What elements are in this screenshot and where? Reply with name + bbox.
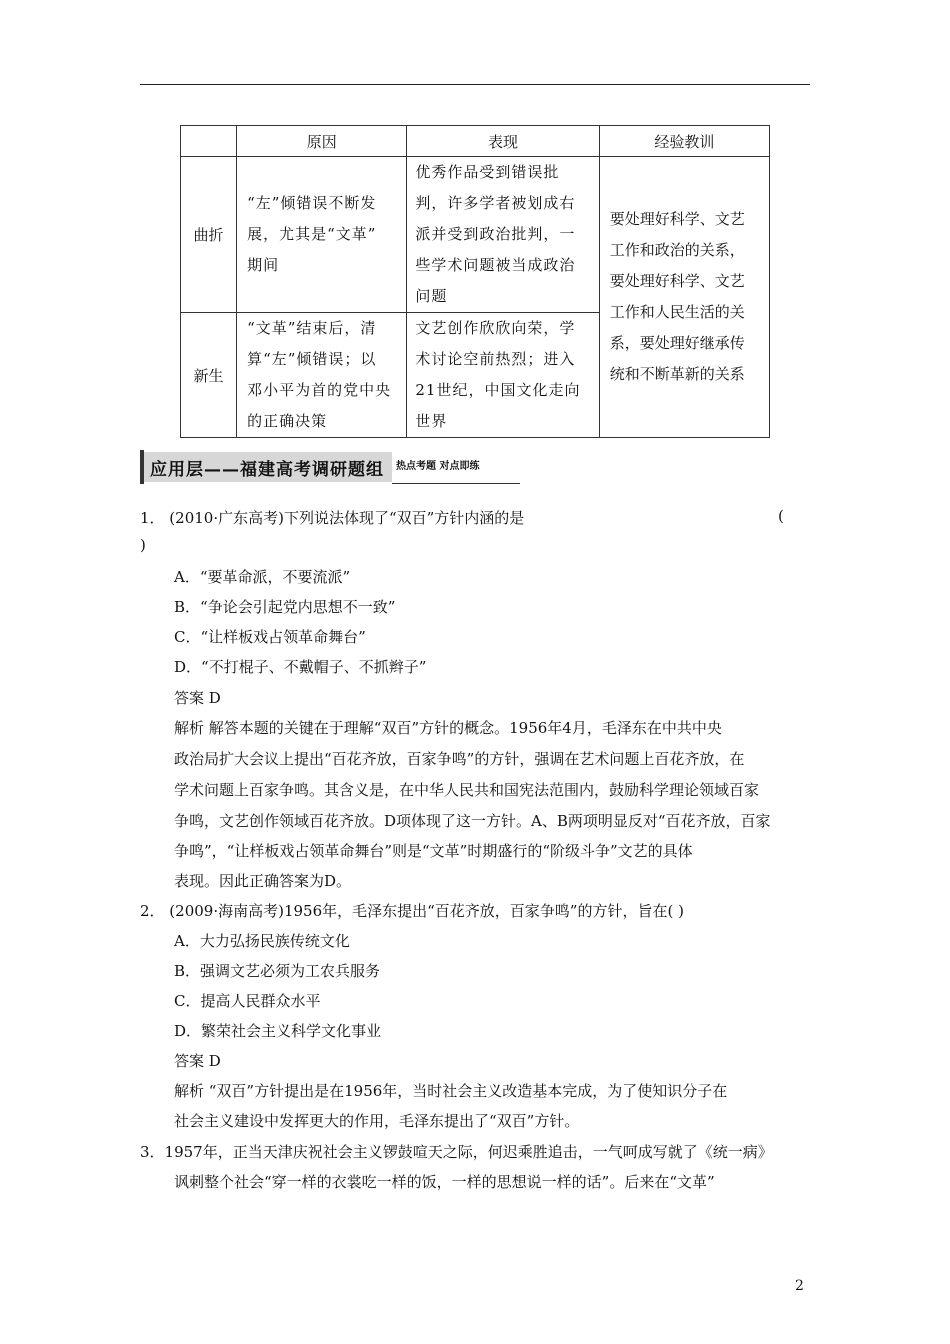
table-header-cell: 表现	[407, 126, 599, 157]
table-header-cell: 原因	[237, 126, 407, 157]
cell-line: 问题	[415, 287, 448, 305]
question-3-line: 讽刺整个社会“穿一样的衣裳吃一样的饭，一样的思想说一样的话”。后来在“文革”	[174, 1173, 715, 1191]
question-1-option-c: C．“让样板戏占领革命舞台”	[174, 628, 366, 646]
question-1-analysis-line: 学术问题上百家争鸣。其含义是，在中华人民共和国宪法范围内，鼓励科学理论领域百家	[174, 781, 760, 799]
question-1-option-a: A．“要革命派，不要流派”	[174, 568, 351, 586]
question-1-option-d: D．“不打棍子、不戴帽子、不抓辫子”	[174, 658, 427, 676]
cell-line: 判，许多学者被划成右	[415, 194, 576, 212]
cell-line: 邓小平为首的党中央	[247, 381, 392, 399]
question-1-paren-open: (	[778, 507, 784, 525]
table-row	[181, 157, 770, 313]
section-banner	[140, 450, 520, 484]
lesson-cell	[599, 157, 769, 438]
cell-line: 世界	[415, 412, 448, 430]
cell-line: 系，要处理好继承传	[609, 334, 745, 352]
cell-line: 要处理好科学、文艺	[609, 210, 745, 228]
row-label: 曲折	[181, 157, 237, 313]
question-1-paren-close: )	[140, 536, 146, 554]
question-1-analysis-line: 政治局扩大会议上提出“百花齐放，百家争鸣”的方针，强调在艺术问题上百花齐放，在	[174, 750, 745, 768]
question-2-option-c: C．提高人民群众水平	[174, 992, 321, 1010]
cause-cell	[237, 313, 407, 438]
table-header-cell	[181, 126, 237, 157]
question-1-analysis-line: 表现。因此正确答案为D。	[174, 872, 352, 890]
show-cell	[407, 313, 599, 438]
cell-line: 展，尤其是“文革”	[247, 225, 377, 243]
cell-line: 的正确决策	[247, 412, 328, 430]
row-label: 新生	[181, 313, 237, 438]
question-2-option-a: A．大力弘扬民族传统文化	[174, 932, 350, 950]
question-2-analysis-line: 解析 “双百”方针提出是在1956年，当时社会主义改造基本完成，为了使知识分子在	[174, 1082, 728, 1100]
cell-line: 统和不断革新的关系	[609, 365, 745, 383]
cell-line: “文革”结束后，清	[247, 319, 377, 337]
summary-table	[180, 125, 770, 438]
section-title: 应用层——福建高考调研题组	[150, 460, 384, 480]
cell-line: 工作和政治的关系，	[609, 241, 745, 259]
question-1-answer: 答案 D	[174, 689, 221, 707]
banner-underline	[392, 483, 520, 484]
question-1-analysis-line: 争鸣”，“让样板戏占领革命舞台”则是“文革”时期盛行的“阶级斗争”文艺的具体	[174, 842, 693, 860]
cell-line: 期间	[247, 256, 280, 274]
question-1-analysis-line: 解析 解答本题的关键在于理解“双百”方针的概念。1956年4月，毛泽东在中共中央	[174, 719, 722, 737]
question-1-option-b: B．“争论会引起党内思想不一致”	[174, 598, 396, 616]
question-2-analysis-line: 社会主义建设中发挥更大的作用，毛泽东提出了“双百”方针。	[174, 1112, 580, 1130]
cell-line: 优秀作品受到错误批	[415, 163, 560, 181]
question-2-stem: 2． (2009·海南高考)1956年，毛泽东提出“百花齐放，百家争鸣”的方针，旨在( )	[140, 902, 684, 920]
question-2-option-b: B．强调文艺必须为工农兵服务	[174, 962, 381, 980]
cell-line: 21世纪，中国文化走向	[415, 381, 581, 399]
cell-line: “左”倾错误不断发	[247, 194, 377, 212]
question-1-analysis-line: 争鸣，文艺创作领域百花齐放。D项体现了这一方针。A、B两项明显反对“百花齐放，百家	[174, 812, 771, 830]
cell-line: 工作和人民生活的关	[609, 303, 745, 321]
question-2-answer: 答案 D	[174, 1052, 221, 1070]
page-number: 2	[795, 1278, 804, 1294]
cell-line: 文艺创作欣欣向荣，学	[415, 319, 576, 337]
cell-line: 术讨论空前热烈；进入	[415, 350, 576, 368]
cell-line: 些学术问题被当成政治	[415, 256, 576, 274]
cause-cell	[237, 157, 407, 313]
question-3-line: 3．1957年，正当天津庆祝社会主义锣鼓喧天之际，何迟乘胜追击，一气呵成写就了《统一病》	[140, 1143, 773, 1161]
show-cell	[407, 157, 599, 313]
cell-line: 要处理好科学、文艺	[609, 272, 745, 290]
question-1-stem: 1． (2010·广东高考)下列说法体现了“双百”方针内涵的是	[140, 509, 525, 527]
cell-line: 派并受到政治批判，一	[415, 225, 576, 243]
table-header-cell: 经验教训	[599, 126, 769, 157]
section-subtitle: 热点考题 对点即练	[396, 461, 480, 472]
cell-line: 算“左”倾错误；以	[247, 350, 377, 368]
table-header-row	[181, 126, 770, 157]
question-2-option-d: D．繁荣社会主义科学文化事业	[174, 1022, 382, 1040]
header-rule	[140, 84, 810, 85]
